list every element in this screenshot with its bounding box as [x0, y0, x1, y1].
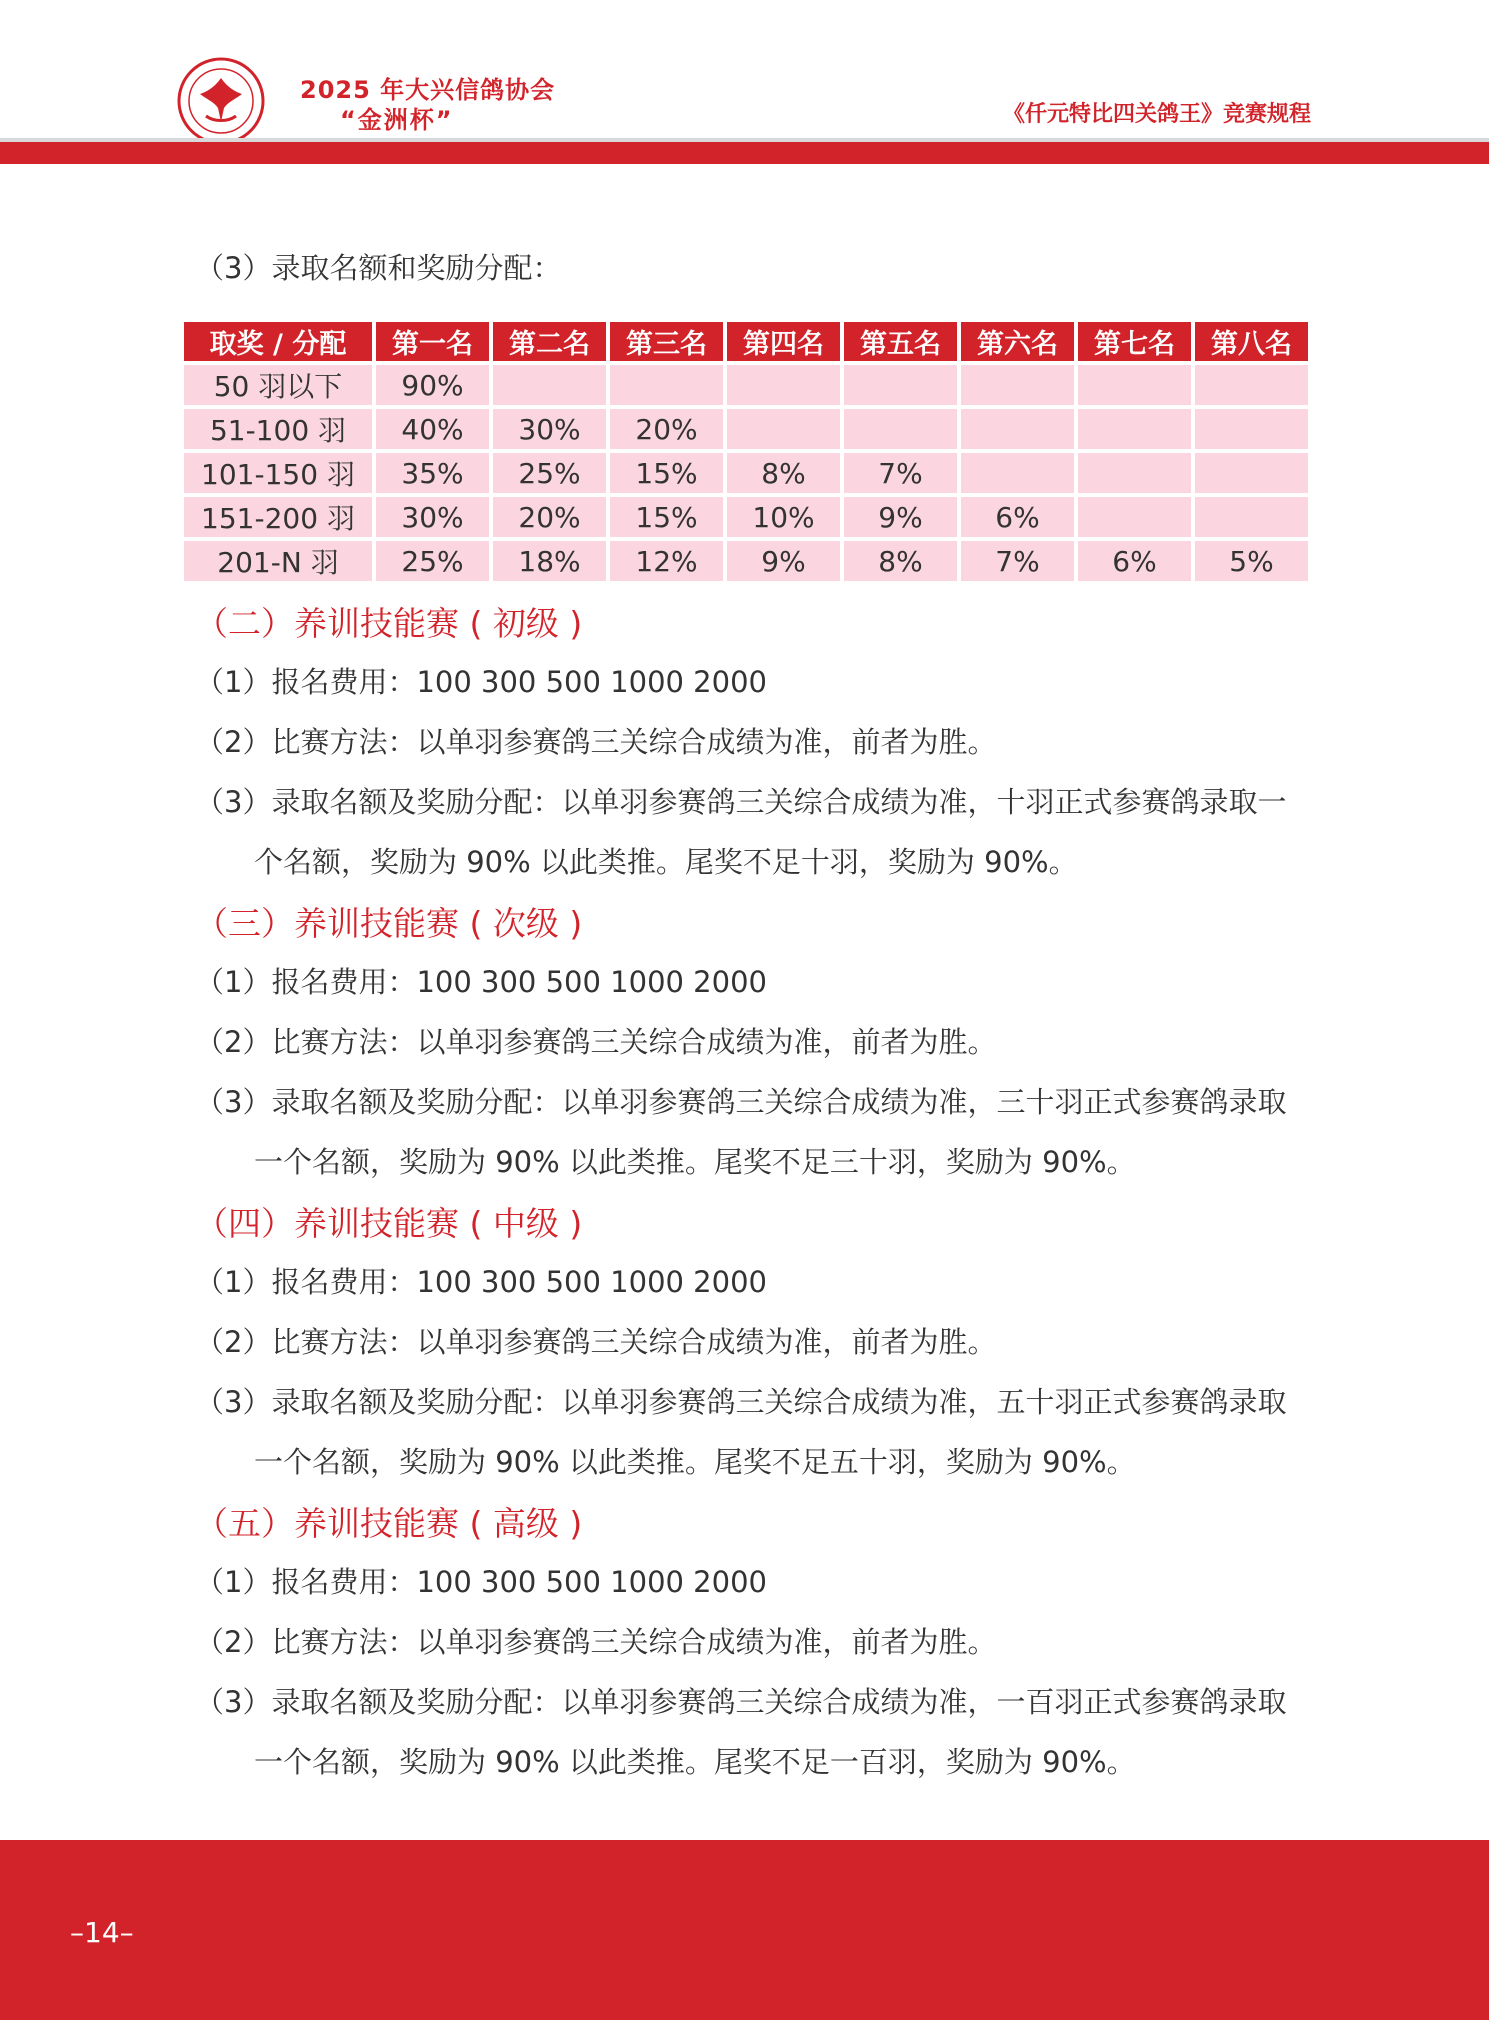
- table-cell: 35%: [376, 453, 489, 493]
- association-logo-icon: [176, 56, 266, 146]
- table-cell: [610, 365, 723, 405]
- table-header-cell: 第二名: [493, 322, 606, 361]
- table-header-cell: 第四名: [727, 322, 840, 361]
- table-cell: [493, 365, 606, 405]
- section-quota-cont: 一个名额，奖励为 90% 以此类推。尾奖不足五十羽，奖励为 90%。: [254, 1445, 1136, 1479]
- table-cell: 8%: [727, 453, 840, 493]
- table-header-cell: 第八名: [1195, 322, 1308, 361]
- table-cell: [844, 409, 957, 449]
- table-row: [184, 409, 1308, 449]
- org-name: 2025 年大兴信鸽协会: [300, 76, 556, 104]
- table-cell: [727, 409, 840, 449]
- table-cell: [1195, 497, 1308, 537]
- page-number: –14–: [70, 1916, 134, 1949]
- section-fee: （1）报名费用：100 300 500 1000 2000: [195, 1265, 767, 1299]
- section1-item3: （3）录取名额和奖励分配：: [195, 251, 562, 285]
- table-cell: 50 羽以下: [184, 365, 372, 405]
- table-cell: 6%: [1078, 541, 1191, 581]
- table-row: [184, 541, 1308, 581]
- table-row: [184, 497, 1308, 537]
- table-cell: 5%: [1195, 541, 1308, 581]
- table-header-cell: 第一名: [376, 322, 489, 361]
- page-footer: [0, 1840, 1489, 2020]
- table-cell: [1195, 453, 1308, 493]
- table-cell: 6%: [961, 497, 1074, 537]
- table-cell: 7%: [844, 453, 957, 493]
- section-quota-cont: 一个名额，奖励为 90% 以此类推。尾奖不足三十羽，奖励为 90%。: [254, 1145, 1136, 1179]
- table-header-cell: 第三名: [610, 322, 723, 361]
- table-cell: 18%: [493, 541, 606, 581]
- table-cell: [1195, 409, 1308, 449]
- table-cell: [1078, 409, 1191, 449]
- table-cell: 151-200 羽: [184, 497, 372, 537]
- table-cell: 25%: [493, 453, 606, 493]
- table-row: [184, 365, 1308, 405]
- table-cell: 101-150 羽: [184, 453, 372, 493]
- table-cell: [1078, 365, 1191, 405]
- table-cell: [1078, 497, 1191, 537]
- section-method: （2）比赛方法：以单羽参赛鸽三关综合成绩为准，前者为胜。: [195, 1325, 997, 1359]
- table-cell: 30%: [493, 409, 606, 449]
- section-fee: （1）报名费用：100 300 500 1000 2000: [195, 965, 767, 999]
- table-cell: 40%: [376, 409, 489, 449]
- section-quota: （3）录取名额及奖励分配：以单羽参赛鸽三关综合成绩为准，五十羽正式参赛鸽录取: [195, 1385, 1287, 1419]
- table-cell: 20%: [610, 409, 723, 449]
- section-quota-cont: 个名额，奖励为 90% 以此类推。尾奖不足十羽，奖励为 90%。: [254, 845, 1078, 879]
- header-red-bar: [0, 142, 1489, 164]
- table-cell: 8%: [844, 541, 957, 581]
- cup-name: “金洲杯”: [340, 106, 454, 134]
- table-cell: 15%: [610, 453, 723, 493]
- table-cell: 12%: [610, 541, 723, 581]
- table-cell: 15%: [610, 497, 723, 537]
- section-title-secondary: （三）养训技能赛 ( 次级 ): [195, 904, 583, 943]
- table-cell: [1195, 365, 1308, 405]
- table-header-cell: 第六名: [961, 322, 1074, 361]
- table-cell: 7%: [961, 541, 1074, 581]
- table-cell: 25%: [376, 541, 489, 581]
- table-cell: 20%: [493, 497, 606, 537]
- section-quota: （3）录取名额及奖励分配：以单羽参赛鸽三关综合成绩为准，一百羽正式参赛鸽录取: [195, 1685, 1287, 1719]
- table-header-cell: 第七名: [1078, 322, 1191, 361]
- table-cell: [961, 409, 1074, 449]
- table-header-cell: 第五名: [844, 322, 957, 361]
- table-header-row: [184, 322, 1308, 361]
- table-row: [184, 453, 1308, 493]
- section-method: （2）比赛方法：以单羽参赛鸽三关综合成绩为准，前者为胜。: [195, 1625, 997, 1659]
- table-cell: 9%: [844, 497, 957, 537]
- section-title-intermediate: （四）养训技能赛 ( 中级 ): [195, 1204, 583, 1243]
- table-cell: [961, 365, 1074, 405]
- table-cell: 30%: [376, 497, 489, 537]
- section-quota-cont: 一个名额，奖励为 90% 以此类推。尾奖不足一百羽，奖励为 90%。: [254, 1745, 1136, 1779]
- section-fee: （1）报名费用：100 300 500 1000 2000: [195, 665, 767, 699]
- page-header: [0, 0, 1489, 140]
- section-quota: （3）录取名额及奖励分配：以单羽参赛鸽三关综合成绩为准，三十羽正式参赛鸽录取: [195, 1085, 1287, 1119]
- table-cell: [727, 365, 840, 405]
- table-cell: 9%: [727, 541, 840, 581]
- section-title-advanced: （五）养训技能赛 ( 高级 ): [195, 1504, 583, 1543]
- section-title-beginner: （二）养训技能赛 ( 初级 ): [195, 604, 583, 643]
- document-title: 《仟元特比四关鸽王》竞赛规程: [1002, 102, 1311, 127]
- section-method: （2）比赛方法：以单羽参赛鸽三关综合成绩为准，前者为胜。: [195, 1025, 997, 1059]
- prize-distribution-table: [180, 318, 1312, 585]
- section-method: （2）比赛方法：以单羽参赛鸽三关综合成绩为准，前者为胜。: [195, 725, 997, 759]
- table-header-cell: 取奖 / 分配: [184, 322, 372, 361]
- table-cell: 201-N 羽: [184, 541, 372, 581]
- table-cell: 90%: [376, 365, 489, 405]
- table-cell: 51-100 羽: [184, 409, 372, 449]
- section-fee: （1）报名费用：100 300 500 1000 2000: [195, 1565, 767, 1599]
- table-cell: [844, 365, 957, 405]
- table-cell: 10%: [727, 497, 840, 537]
- table-cell: [961, 453, 1074, 493]
- section-quota: （3）录取名额及奖励分配：以单羽参赛鸽三关综合成绩为准，十羽正式参赛鸽录取一: [195, 785, 1287, 819]
- table-cell: [1078, 453, 1191, 493]
